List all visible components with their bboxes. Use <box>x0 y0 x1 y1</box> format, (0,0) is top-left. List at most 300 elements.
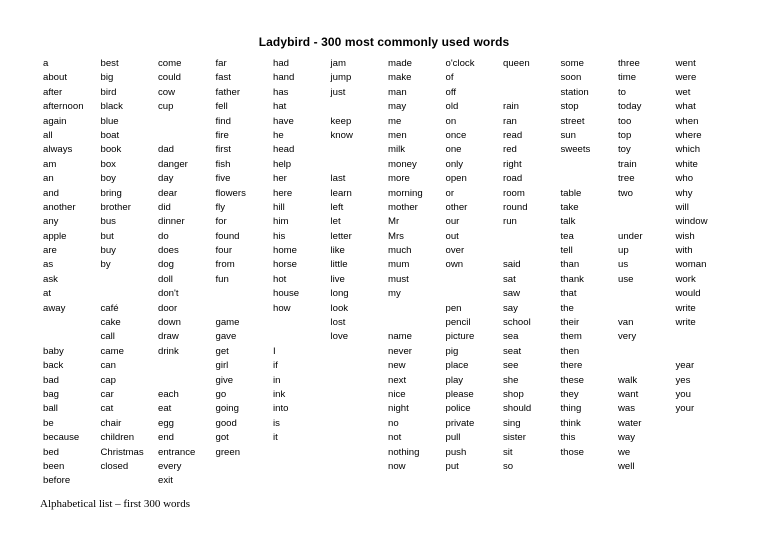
word-cell: of <box>445 72 454 84</box>
word-cell: new <box>388 360 406 372</box>
word-cell: there <box>560 360 583 372</box>
word-cell: van <box>618 317 634 329</box>
word-cell: table <box>560 187 582 199</box>
word-cell: once <box>445 129 467 141</box>
word-cell: flowers <box>215 187 246 199</box>
word-cell <box>446 273 504 287</box>
word-cell: I <box>273 345 276 357</box>
footer-caption: Alphabetical list – first 300 words <box>40 498 191 510</box>
word-cell: me <box>388 115 402 127</box>
word-cell: jump <box>330 72 352 84</box>
word-cell: are <box>43 245 57 257</box>
word-cell <box>331 143 389 157</box>
word-cell: make <box>388 72 412 84</box>
word-cell: pull <box>445 432 461 444</box>
word-cell: always <box>43 144 73 156</box>
word-cell: water <box>618 417 642 429</box>
word-cell <box>331 431 389 445</box>
word-cell: may <box>388 101 407 113</box>
word-cell: danger <box>158 158 188 170</box>
word-cell <box>331 417 389 431</box>
word-cell: out <box>445 230 459 242</box>
word-cell <box>158 129 216 143</box>
word-cell: jam <box>330 58 346 69</box>
word-cell <box>331 446 389 460</box>
word-cell: sit <box>503 446 513 458</box>
word-cell: am <box>43 158 57 170</box>
word-cell: boat <box>100 129 120 141</box>
word-cell: bad <box>43 374 60 386</box>
word-cell: exit <box>158 475 173 487</box>
word-cell: look <box>330 302 349 314</box>
word-cell: our <box>445 216 460 228</box>
word-cell <box>676 417 734 431</box>
word-cell <box>331 345 389 359</box>
word-cell: with <box>675 245 693 257</box>
word-cell: found <box>215 230 240 242</box>
word-column <box>618 57 676 489</box>
word-cell: Christmas <box>100 446 144 458</box>
word-cell: please <box>445 388 474 400</box>
word-column <box>331 57 389 489</box>
word-cell: far <box>215 58 227 69</box>
word-cell: let <box>330 216 341 228</box>
word-cell: gave <box>215 331 237 343</box>
word-cell: first <box>215 144 231 156</box>
word-cell: dad <box>158 144 175 156</box>
word-cell: shop <box>503 388 524 400</box>
word-cell: top <box>618 129 632 141</box>
word-cell: horse <box>273 259 297 271</box>
word-column <box>561 57 619 489</box>
word-cell: old <box>445 101 459 113</box>
word-cell: nice <box>388 388 406 400</box>
word-cell: chair <box>100 417 122 429</box>
word-cell: as <box>43 259 54 271</box>
word-cell: sea <box>503 331 519 343</box>
word-cell <box>101 474 159 488</box>
word-cell: about <box>43 72 68 84</box>
word-cell: hat <box>273 101 287 113</box>
word-cell: live <box>330 273 345 285</box>
word-cell: best <box>100 58 119 69</box>
word-cell: another <box>43 201 76 213</box>
word-column <box>101 57 159 489</box>
word-cell: drink <box>158 345 179 357</box>
word-cell: hill <box>273 201 285 213</box>
word-cell <box>503 474 561 488</box>
word-cell: my <box>388 288 401 300</box>
word-cell: fly <box>215 201 226 213</box>
word-cell: lost <box>330 317 346 329</box>
word-cell: entrance <box>158 446 196 458</box>
word-cell: come <box>158 58 182 69</box>
word-cell: to <box>618 86 627 98</box>
word-cell: don't <box>158 288 179 300</box>
word-cell <box>158 115 216 129</box>
word-cell: bird <box>100 86 117 98</box>
word-cell: sun <box>560 129 576 141</box>
word-cell: other <box>445 201 468 213</box>
word-cell <box>618 287 676 301</box>
word-cell: talk <box>560 216 576 228</box>
word-cell: has <box>273 86 289 98</box>
word-cell: five <box>215 173 231 185</box>
word-cell: say <box>503 302 518 314</box>
word-cell: red <box>503 144 517 156</box>
word-cell: every <box>158 460 182 472</box>
word-cell <box>676 431 734 445</box>
word-cell: baby <box>43 345 64 357</box>
word-cell: here <box>273 187 293 199</box>
word-cell: day <box>158 173 174 185</box>
word-cell: way <box>618 432 636 444</box>
word-column <box>158 57 216 489</box>
word-cell: been <box>43 460 65 472</box>
word-cell: or <box>445 187 455 199</box>
word-cell <box>676 345 734 359</box>
word-cell: black <box>100 101 123 113</box>
word-cell: find <box>215 115 231 127</box>
word-cell: picture <box>445 331 475 343</box>
word-cell <box>618 215 676 229</box>
word-cell: boy <box>100 173 116 185</box>
word-cell: they <box>560 388 579 400</box>
word-cell: off <box>445 86 456 98</box>
word-cell: like <box>330 245 345 257</box>
word-cell: why <box>675 187 693 199</box>
word-column <box>216 57 274 489</box>
word-cell: were <box>675 72 697 84</box>
word-cell <box>331 474 389 488</box>
word-cell: sat <box>503 273 516 285</box>
word-cell: cap <box>100 374 116 386</box>
word-cell <box>618 302 676 316</box>
word-cell: head <box>273 144 295 156</box>
word-cell <box>503 86 561 100</box>
word-cell: street <box>560 115 585 127</box>
word-cell: just <box>330 86 346 98</box>
word-cell <box>503 230 561 244</box>
word-cell: more <box>388 173 410 185</box>
word-cell: egg <box>158 417 175 429</box>
word-cell: from <box>215 259 235 271</box>
word-cell: rain <box>503 101 519 113</box>
word-cell <box>216 474 274 488</box>
word-cell: money <box>388 158 417 170</box>
word-cell: school <box>503 317 531 329</box>
word-cell: name <box>388 331 412 343</box>
word-cell <box>446 474 504 488</box>
word-cell: bed <box>43 446 60 458</box>
word-cell: on <box>445 115 457 127</box>
word-cell <box>618 474 676 488</box>
word-cell: only <box>445 158 464 170</box>
word-cell <box>676 446 734 460</box>
word-column <box>676 57 734 489</box>
word-cell: woman <box>675 259 707 271</box>
word-cell: where <box>675 129 702 141</box>
word-cell <box>561 460 619 474</box>
word-cell: round <box>503 201 528 213</box>
word-cell: man <box>388 86 407 98</box>
word-cell: much <box>388 245 412 257</box>
word-cell <box>503 71 561 85</box>
word-cell: an <box>43 173 54 185</box>
word-cell: this <box>560 432 576 444</box>
word-cell: went <box>675 58 696 69</box>
word-cell: bag <box>43 388 60 400</box>
word-cell: room <box>503 187 525 199</box>
word-cell: door <box>158 302 178 314</box>
word-cell: seat <box>503 345 522 357</box>
word-cell <box>676 474 734 488</box>
word-cell: came <box>100 345 124 357</box>
word-cell <box>676 460 734 474</box>
word-cell: night <box>388 403 409 415</box>
word-cell: very <box>618 331 637 343</box>
word-cell: do <box>158 230 169 242</box>
word-cell: big <box>100 72 114 84</box>
word-cell: it <box>273 432 278 444</box>
word-cell: because <box>43 432 80 444</box>
word-cell: girl <box>215 360 229 372</box>
word-cell: them <box>560 331 582 343</box>
word-column <box>43 57 101 489</box>
page-title: Ladybird - 300 most commonly used words <box>258 35 510 49</box>
word-cell <box>273 316 331 330</box>
word-cell: back <box>43 360 64 372</box>
word-cell: learn <box>330 187 352 199</box>
word-cell: get <box>215 345 229 357</box>
word-cell: place <box>445 360 469 372</box>
word-cell: never <box>388 345 412 357</box>
word-cell: keep <box>330 115 352 127</box>
word-cell: yes <box>675 374 691 386</box>
word-cell: again <box>43 115 67 127</box>
word-cell: too <box>618 115 632 127</box>
word-cell: should <box>503 403 532 415</box>
word-cell: be <box>43 417 54 429</box>
word-cell <box>561 172 619 186</box>
word-cell: box <box>100 158 116 170</box>
word-cell: dog <box>158 259 175 271</box>
word-cell: ball <box>43 403 58 415</box>
word-cell: now <box>388 460 406 472</box>
word-cell: good <box>215 417 237 429</box>
word-cell: Mrs <box>388 230 404 242</box>
word-cell: men <box>388 129 407 141</box>
word-column <box>446 57 504 489</box>
word-cell <box>561 158 619 172</box>
word-grid <box>43 57 733 489</box>
word-cell: up <box>618 245 629 257</box>
word-cell: use <box>618 273 634 285</box>
word-cell: write <box>675 317 696 329</box>
word-cell: said <box>503 259 521 271</box>
word-cell <box>331 359 389 373</box>
word-cell: doll <box>158 273 173 285</box>
word-cell: long <box>330 288 349 300</box>
word-cell: time <box>618 72 637 84</box>
word-cell: right <box>503 158 522 170</box>
word-cell: would <box>675 288 701 300</box>
word-cell <box>331 460 389 474</box>
word-cell: ask <box>43 273 58 285</box>
word-cell: two <box>618 187 633 199</box>
word-cell: sweets <box>560 144 591 156</box>
word-cell: café <box>100 302 119 314</box>
word-cell: blue <box>100 115 119 127</box>
word-cell: cat <box>100 403 114 415</box>
word-cell: white <box>675 158 698 170</box>
word-cell <box>43 330 101 344</box>
word-cell: mum <box>388 259 410 271</box>
word-cell: not <box>388 432 402 444</box>
word-cell <box>446 287 504 301</box>
word-cell: car <box>100 388 114 400</box>
word-cell: pencil <box>445 317 471 329</box>
word-cell: brother <box>100 201 131 213</box>
word-cell: no <box>388 417 399 429</box>
word-cell: cow <box>158 86 176 98</box>
word-cell: can <box>100 360 116 372</box>
word-cell: when <box>675 115 699 127</box>
word-cell: give <box>215 374 234 386</box>
word-cell: stop <box>560 101 579 113</box>
word-cell: Mr <box>388 216 400 228</box>
word-cell: did <box>158 201 171 213</box>
word-cell: his <box>273 230 286 242</box>
word-cell: and <box>43 187 60 199</box>
word-cell: year <box>675 360 695 372</box>
word-cell <box>158 374 216 388</box>
word-cell: apple <box>43 230 67 242</box>
word-cell: before <box>43 475 71 487</box>
word-cell: could <box>158 72 181 84</box>
word-cell: think <box>560 417 581 429</box>
word-cell: but <box>100 230 114 242</box>
word-cell: run <box>503 216 517 228</box>
word-cell: have <box>273 115 294 127</box>
word-cell: any <box>43 216 59 228</box>
word-cell: fish <box>215 158 231 170</box>
word-cell: nothing <box>388 446 420 458</box>
word-cell: sing <box>503 417 521 429</box>
word-cell: buy <box>100 245 116 257</box>
word-cell: dear <box>158 187 178 199</box>
word-cell <box>618 201 676 215</box>
word-cell: down <box>158 317 181 329</box>
word-cell: station <box>560 86 589 98</box>
word-cell: father <box>215 86 241 98</box>
word-cell: each <box>158 388 179 400</box>
word-cell: walk <box>618 374 638 386</box>
word-cell: morning <box>388 187 423 199</box>
word-cell: cake <box>100 317 121 329</box>
word-cell: take <box>560 201 579 213</box>
word-cell: wish <box>675 230 695 242</box>
word-cell: thing <box>560 403 582 415</box>
word-cell: so <box>503 460 514 472</box>
word-cell: fire <box>215 129 229 141</box>
word-column <box>273 57 331 489</box>
word-cell: saw <box>503 288 521 300</box>
word-cell: house <box>273 288 300 300</box>
word-cell: put <box>445 460 459 472</box>
word-cell: bus <box>100 216 116 228</box>
word-cell: left <box>330 201 344 213</box>
word-cell <box>43 316 101 330</box>
word-cell: sister <box>503 432 526 444</box>
word-cell: letter <box>330 230 352 242</box>
word-cell: own <box>445 259 464 271</box>
word-cell: these <box>560 374 584 386</box>
word-cell: we <box>618 446 631 458</box>
word-cell: call <box>100 331 115 343</box>
word-cell: does <box>158 245 179 257</box>
word-cell: closed <box>100 460 129 472</box>
word-cell: him <box>273 216 289 228</box>
word-cell: push <box>445 446 467 458</box>
word-cell: for <box>215 216 227 228</box>
word-cell: next <box>388 374 407 386</box>
word-cell: will <box>675 201 689 213</box>
word-cell: into <box>273 403 289 415</box>
word-cell: in <box>273 374 281 386</box>
word-cell: all <box>43 129 53 141</box>
word-cell: book <box>100 144 122 156</box>
word-cell: got <box>215 432 229 444</box>
word-cell: hot <box>273 273 287 285</box>
word-cell: last <box>330 173 346 185</box>
word-cell: over <box>445 245 465 257</box>
word-cell: hand <box>273 72 295 84</box>
word-cell: ink <box>273 388 286 400</box>
word-cell <box>216 460 274 474</box>
word-cell: cup <box>158 101 174 113</box>
word-cell: the <box>560 302 574 314</box>
word-cell <box>388 474 446 488</box>
word-cell: by <box>100 259 111 271</box>
word-cell: tell <box>560 245 573 257</box>
word-cell: pen <box>445 302 462 314</box>
word-cell: their <box>560 317 580 329</box>
word-cell: a <box>43 58 49 69</box>
word-cell: us <box>618 259 629 271</box>
word-cell: end <box>158 432 175 444</box>
word-cell: dinner <box>158 216 185 228</box>
word-cell: road <box>503 173 523 185</box>
word-cell: fell <box>215 101 228 113</box>
word-cell: tea <box>560 230 574 242</box>
word-cell: away <box>43 302 66 314</box>
word-cell: play <box>445 374 464 386</box>
word-cell <box>388 302 446 316</box>
word-cell: go <box>215 388 227 400</box>
word-cell <box>216 287 274 301</box>
word-cell: fun <box>215 273 229 285</box>
word-cell: toy <box>618 144 631 156</box>
word-cell: one <box>445 144 462 156</box>
word-cell <box>618 345 676 359</box>
word-cell: children <box>100 432 135 444</box>
word-cell: green <box>215 446 241 458</box>
word-cell: read <box>503 129 523 141</box>
word-cell: train <box>618 158 637 170</box>
word-cell: draw <box>158 331 179 343</box>
word-cell: private <box>445 417 475 429</box>
